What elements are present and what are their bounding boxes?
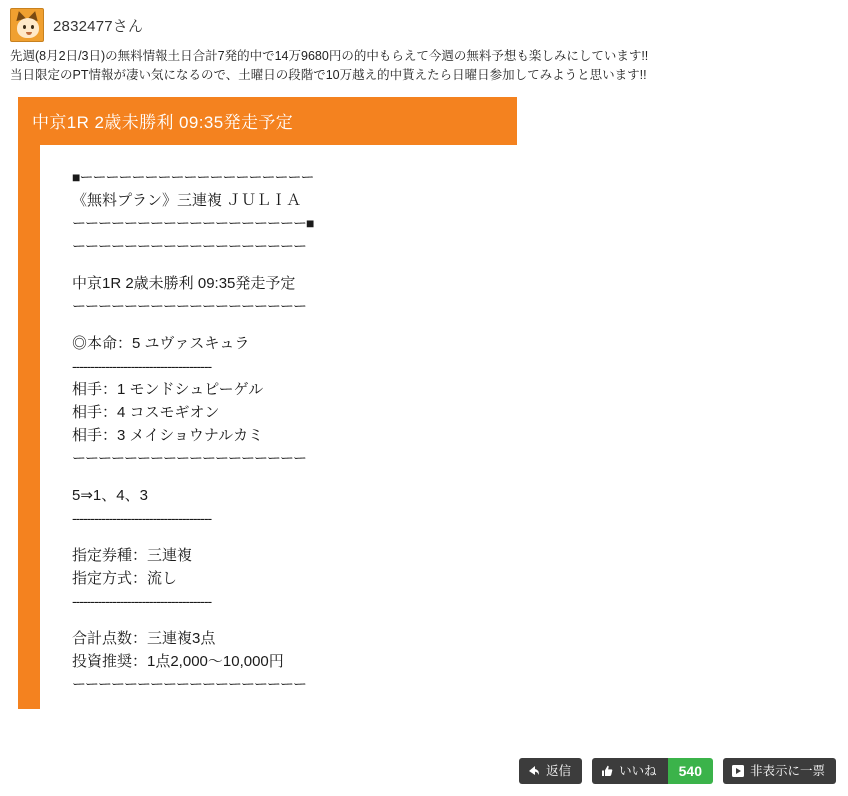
post-body	[18, 145, 517, 709]
like-count: 540	[668, 758, 713, 785]
like-group	[592, 758, 713, 785]
like-button[interactable]	[592, 758, 668, 785]
post-content	[40, 145, 517, 709]
reply-label: 返信	[546, 763, 572, 778]
post-title: 中京1R 2歳未勝利 09:35発走予定	[18, 97, 517, 145]
reply-button[interactable]	[519, 758, 582, 785]
comment-line-1: 先週(8月2日/3日)の無料情報土日合計7発的中で14万9680円の的中もらえて今週の無料予想も楽しみにしています!!	[10, 49, 649, 63]
post-card	[18, 97, 517, 709]
like-label: いいね	[619, 763, 657, 778]
post-line-spacer	[72, 259, 517, 273]
hide-vote-icon	[732, 765, 744, 777]
username-label[interactable]: 2832477さん	[53, 17, 144, 35]
post-line: --------------------------------------	[72, 592, 212, 609]
hide-vote-button[interactable]	[723, 758, 836, 785]
post-line-spacer	[72, 319, 517, 333]
post-line: 投資推奨：1点2,000〜10,000円	[72, 652, 284, 670]
post-line: ーーーーーーーーーーーーーーーーーー	[72, 237, 306, 254]
comment-line-2: 当日限定のPT情報が凄い気になるので、土曜日の段階で10万越え的中貰えたら日曜日参加してみようと思います!!	[10, 68, 647, 83]
post-line: ーーーーーーーーーーーーーーーーーー	[72, 675, 306, 692]
post-line: 5⇒1、4、3	[72, 486, 148, 504]
post-line: 指定方式：流し	[72, 569, 178, 587]
hide-vote-label: 非表示に一票	[749, 763, 825, 778]
post-line: 相手：4 コスモギオン	[72, 403, 220, 421]
post-line-spacer	[72, 471, 517, 485]
action-bar	[519, 758, 836, 785]
comment-text	[0, 44, 848, 86]
avatar-face-icon	[17, 18, 39, 38]
post-line: 合計点数：三連複3点	[72, 629, 216, 647]
avatar[interactable]	[10, 8, 44, 42]
post-line: 指定券種：三連複	[72, 546, 193, 564]
post-line: ■ーーーーーーーーーーーーーーーーーー	[72, 168, 314, 185]
post-line: ◎本命：5 ユヴァスキュラ	[72, 334, 250, 352]
post-line: --------------------------------------	[72, 357, 212, 374]
post-line-spacer	[72, 531, 517, 545]
avatar-eye-left-icon	[23, 25, 26, 29]
post-line: 相手：3 メイショウナルカミ	[72, 426, 264, 444]
post-line: 中京1R 2歳未勝利 09:35発走予定	[72, 274, 296, 292]
avatar-eye-right-icon	[31, 25, 34, 29]
thumbs-up-icon	[601, 765, 613, 777]
post-line: 《無料プラン》三連複 ＪＵＬＩＡ	[72, 191, 302, 209]
post-line-spacer	[72, 614, 517, 628]
post-line: ーーーーーーーーーーーーーーーーーー	[72, 297, 306, 314]
post-accent-stripe	[18, 145, 40, 709]
post-line: 相手：1 モンドシュピーゲル	[72, 380, 264, 398]
post-line: ーーーーーーーーーーーーーーーーーー	[72, 449, 306, 466]
reply-arrow-icon	[528, 765, 540, 776]
user-header	[0, 0, 848, 44]
post-line: ーーーーーーーーーーーーーーーーーー■	[72, 214, 314, 231]
post-line: --------------------------------------	[72, 509, 212, 526]
